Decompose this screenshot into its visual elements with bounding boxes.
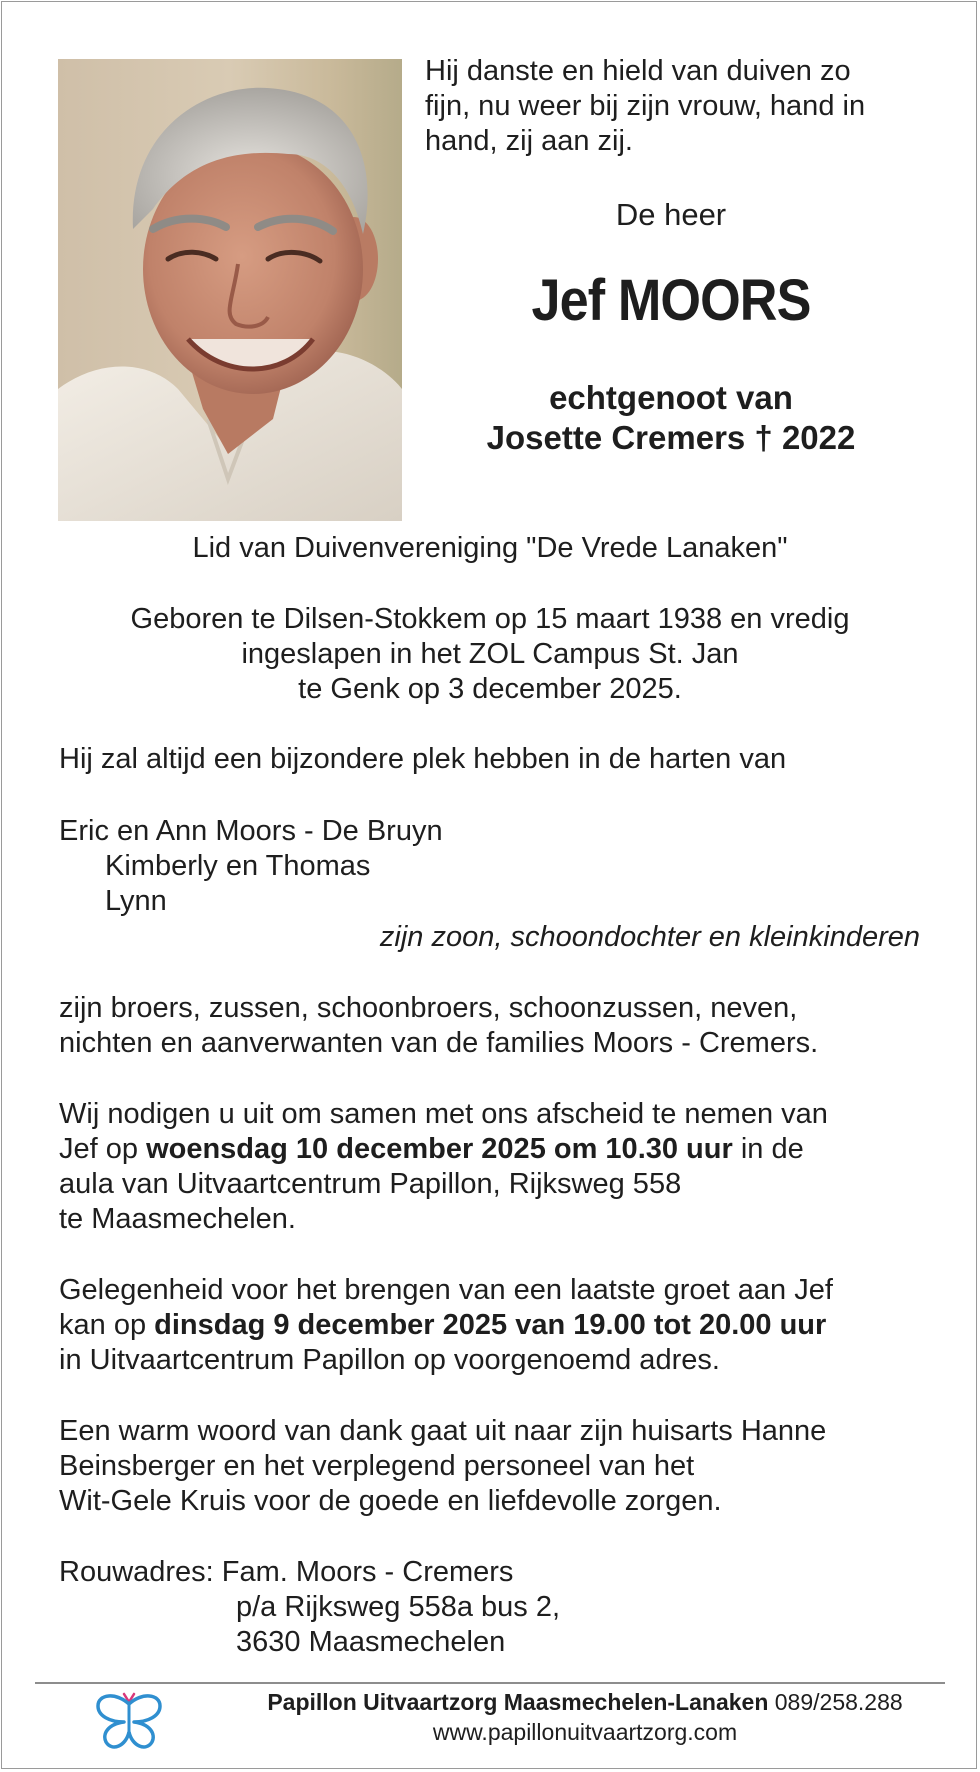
- family-relation: zijn zoon, schoondochter en kleinkinderen: [379, 921, 920, 953]
- footer-company-line: [95, 1688, 980, 1717]
- visitation-line: in Uitvaartcentrum Papillon op voorgenoemd adres.: [59, 1344, 720, 1376]
- thanks-line: Wit-Gele Kruis voor de goede en liefdevolle zorgen.: [59, 1485, 722, 1517]
- spouse-info: [425, 378, 917, 458]
- ceremony-text: Jef op: [59, 1133, 147, 1165]
- footer-phone: 089/258.288: [774, 1689, 903, 1715]
- birth-line: te Genk op 3 december 2025.: [298, 673, 682, 705]
- ceremony-line: te Maasmechelen.: [59, 1203, 296, 1235]
- hearts-text: Hij zal altijd een bijzondere plek hebben in de harten van: [59, 743, 787, 775]
- footer-company: Papillon Uitvaartzorg Maasmechelen-Lanaken: [267, 1689, 769, 1715]
- address-line: 3630 Maasmechelen: [236, 1626, 506, 1658]
- family-line: Kimberly en Thomas: [105, 850, 371, 882]
- deceased-name: Jef MOORS: [531, 268, 811, 333]
- spouse-line: Josette Cremers † 2022: [486, 419, 856, 456]
- visitation-line: Gelegenheid voor het brengen van een laatste groet aan Jef: [59, 1274, 833, 1306]
- footer-website[interactable]: www.papillonuitvaartzorg.com: [432, 1719, 738, 1745]
- membership: Lid van Duivenvereniging "De Vrede Lanaken": [192, 532, 788, 564]
- spouse-line: echtgenoot van: [549, 379, 793, 416]
- poem-line: hand, zij aan zij.: [425, 125, 633, 157]
- visitation-text: kan op: [59, 1309, 155, 1341]
- salutation: De heer: [615, 197, 727, 232]
- ceremony-date: woensdag 10 december 2025 om 10.30 uur: [146, 1133, 733, 1165]
- poem-line: Hij danste en hield van duiven zo: [425, 55, 851, 87]
- address-line: Rouwadres: Fam. Moors - Cremers: [59, 1556, 514, 1588]
- visitation-line: [59, 1308, 826, 1343]
- relatives-line: zijn broers, zussen, schoonbroers, schoonzussen, neven,: [59, 992, 798, 1024]
- birth-line: ingeslapen in het ZOL Campus St. Jan: [241, 638, 739, 670]
- family-line: Lynn: [105, 885, 167, 917]
- thanks-line: Beinsberger en het verplegend personeel van het: [59, 1450, 695, 1482]
- relatives-line: nichten en aanverwanten van de families Moors - Cremers.: [59, 1027, 819, 1059]
- address-line: p/a Rijksweg 558a bus 2,: [236, 1591, 561, 1623]
- ceremony-line: Wij nodigen u uit om samen met ons afscheid te nemen van: [59, 1098, 828, 1130]
- poem: [425, 54, 945, 159]
- family-line: Eric en Ann Moors - De Bruyn: [59, 815, 443, 847]
- poem-line: fijn, nu weer bij zijn vrouw, hand in: [425, 90, 866, 122]
- ceremony-line: [59, 1132, 804, 1167]
- visitation-date: dinsdag 9 december 2025 van 19.00 tot 20.00 uur: [154, 1309, 827, 1341]
- ceremony-line: aula van Uitvaartcentrum Papillon, Rijksweg 558: [59, 1168, 682, 1200]
- birth-line: Geboren te Dilsen-Stokkem op 15 maart 1938 en vredig: [130, 603, 850, 635]
- thanks-line: Een warm woord van dank gaat uit naar zijn huisarts Hanne: [59, 1415, 827, 1447]
- footer-divider: [35, 1682, 945, 1684]
- portrait-photo: [58, 59, 402, 521]
- ceremony-text: in de: [732, 1133, 804, 1165]
